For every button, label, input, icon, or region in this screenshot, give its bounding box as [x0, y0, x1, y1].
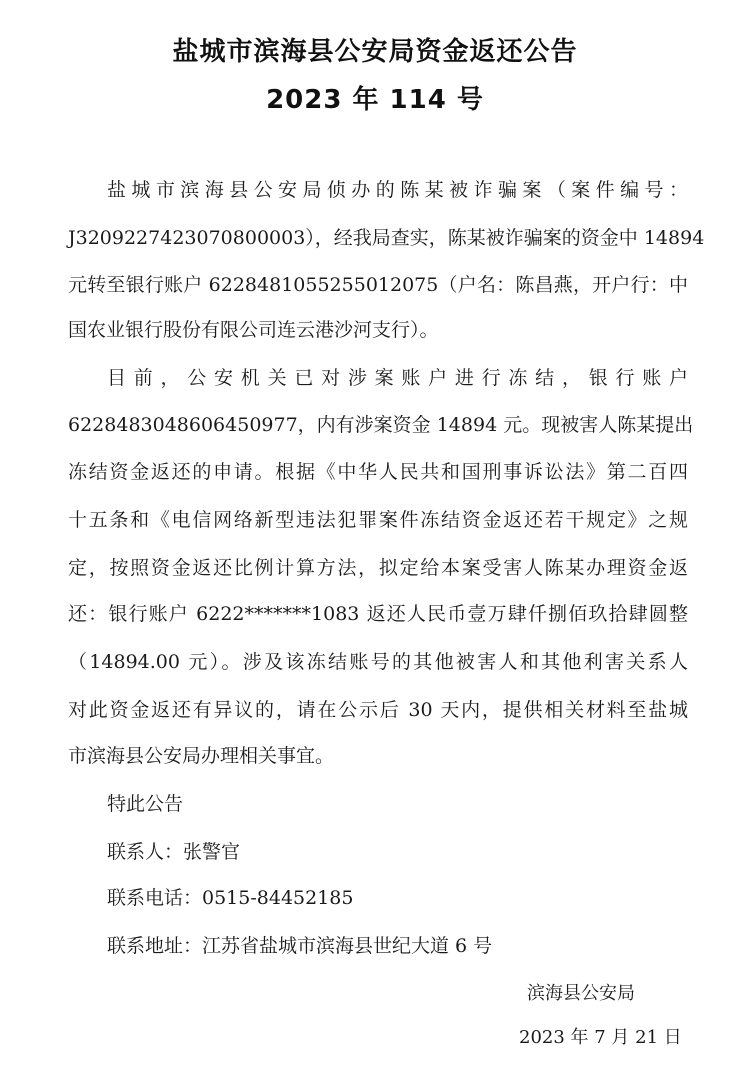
paragraph-2-line: 对此资金返还有异议的，请在公示后 30 天内，提供相关材料至盐城 [68, 699, 688, 721]
paragraph-1-line: 盐城市滨海县公安局侦办的陈某被诈骗案（案件编号： [107, 179, 688, 201]
contact-phone: 联系电话：0515-84452185 [107, 887, 354, 909]
paragraph-1-line: 国农业银行股份有限公司连云港沙河支行）。 [68, 319, 439, 341]
paragraph-2-line: 还：银行账户 6222*******1083 返还人民币壹万肆仟捌佰玖拾肆圆整 [68, 603, 688, 625]
paragraph-2-line: 市滨海县公安局办理相关事宜。 [68, 745, 335, 767]
paragraph-2-line: 目前，公安机关已对涉案账户进行冻结，银行账户 [107, 367, 688, 389]
paragraph-1-line: 元转至银行账户 6228481055255012075（户名：陈昌燕，开户行：中 [68, 274, 688, 296]
paragraph-2-line: 定，按照资金返还比例计算方法，拟定给本案受害人陈某办理资金返 [68, 557, 688, 579]
contact-person: 联系人：张警官 [107, 841, 241, 863]
paragraph-1-line: J3209227423070800003），经我局查实，陈某被诈骗案的资金中 14894 [68, 227, 705, 249]
paragraph-2-line: 冻结资金返还的申请。根据《中华人民共和国刑事诉讼法》第二百四 [68, 461, 688, 483]
notice-title: 盐城市滨海县公安局资金返还公告 [172, 37, 578, 67]
closing-text: 特此公告 [107, 793, 184, 815]
issue-date: 2023 年 7 月 21 日 [519, 1027, 682, 1048]
notice-number: 2023 年 114 号 [266, 85, 484, 115]
paragraph-2-line: 6228483048606450977，内有涉案资金 14894 元。现被害人陈某提出 [68, 414, 694, 436]
issuer-name: 滨海县公安局 [527, 983, 635, 1004]
paragraph-2-line: （14894.00 元）。涉及该冻结账号的其他被害人和其他利害关系人 [68, 651, 688, 673]
paragraph-2-line: 十五条和《电信网络新型违法犯罪案件冻结资金返还若干规定》之规 [68, 509, 688, 531]
contact-address: 联系地址：江苏省盐城市滨海县世纪大道 6 号 [107, 935, 493, 957]
